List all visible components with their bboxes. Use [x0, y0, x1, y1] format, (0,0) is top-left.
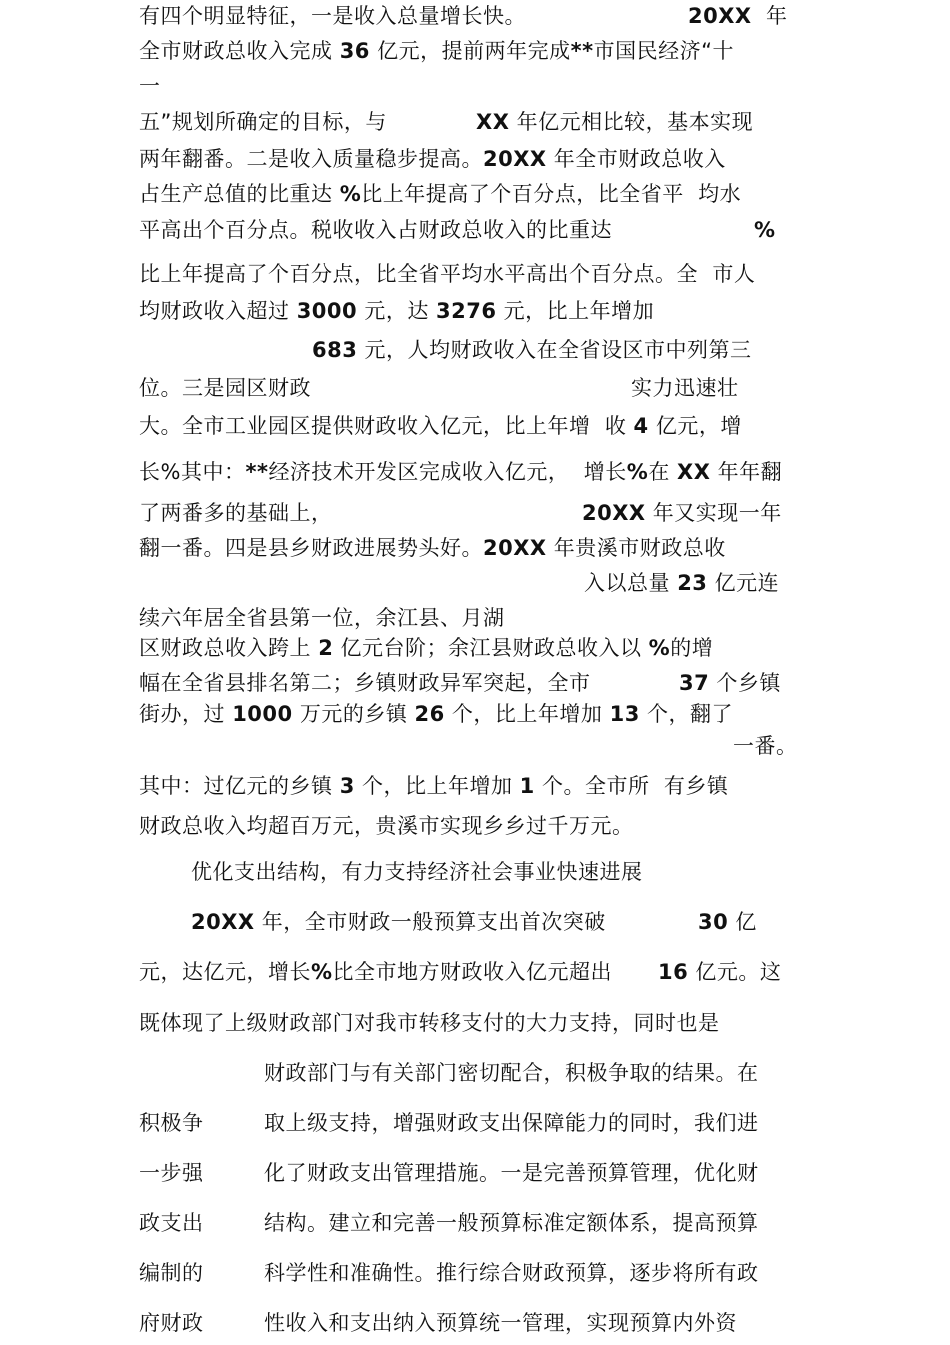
text-line	[139, 812, 634, 840]
text-run: 有四个明显特征，一是收入总量增长快。	[139, 4, 526, 28]
bold-text-run: %	[648, 636, 671, 660]
text-line	[139, 297, 654, 325]
bold-text-run: 1	[519, 774, 535, 798]
bold-text-run: **	[245, 460, 269, 484]
text-run: 的增	[670, 636, 714, 660]
text-run: 比上年提高了个百分点，比全省平均水平高出个百分点。全 市人	[139, 262, 756, 286]
text-run: 年又实现一年	[645, 501, 782, 525]
text-run: 在	[648, 460, 678, 484]
text-run: 结构。建立和完善一般预算标准定额体系，提高预算	[264, 1211, 759, 1235]
text-line	[312, 336, 752, 364]
text-run: 元，人均财政收入在全省设区市中列第三	[357, 338, 752, 362]
text-run: 个，比上年增加	[354, 774, 520, 798]
text-run: 化了财政支出管理措施。一是完善预算管理，优化财	[264, 1161, 759, 1185]
text-line	[139, 499, 333, 527]
text-run: 性收入和支出纳入预算统一管理，实现预算内外资	[264, 1311, 737, 1335]
text-line	[139, 1009, 720, 1037]
text-line	[733, 732, 798, 760]
bold-text-run: 20XX	[483, 536, 547, 560]
text-run: 亿元，提前两年完成	[369, 39, 571, 63]
text-run: 年年翻	[710, 460, 783, 484]
text-line	[139, 669, 591, 697]
text-run: 个乡镇	[709, 671, 781, 695]
text-run: 长%其中：	[139, 460, 246, 484]
text-run: 亿元台阶；余江县财政总收入以	[333, 636, 649, 660]
text-line	[139, 72, 161, 100]
text-run: 区财政总收入跨上	[139, 636, 319, 660]
bold-text-run: **	[570, 39, 594, 63]
text-run: 了两番多的基础上，	[139, 501, 333, 525]
bold-text-run: 16	[658, 960, 689, 984]
bold-text-run: 20XX	[191, 910, 255, 934]
text-line	[139, 958, 612, 986]
text-run: 位。三是园区财政	[139, 376, 311, 400]
bold-text-run: 1000	[232, 702, 293, 726]
text-run: 政支出	[139, 1211, 204, 1235]
text-line	[139, 216, 612, 244]
text-run: 个，比上年增加	[444, 702, 610, 726]
bold-text-run: %	[339, 182, 362, 206]
text-line	[264, 1109, 759, 1137]
text-run: 元，比上年增加	[496, 299, 655, 323]
bold-text-run: %	[311, 960, 333, 984]
text-line	[139, 374, 311, 402]
text-line	[139, 534, 726, 562]
text-run: 取上级支持，增强财政支出保障能力的同时，我们进	[264, 1111, 759, 1135]
text-run: 元，达	[357, 299, 436, 323]
text-run: 两年翻番。二是收入质量稳步提高。	[139, 147, 483, 171]
bold-text-run: 3000	[296, 299, 358, 323]
text-line	[139, 412, 742, 440]
bold-text-run: XX	[677, 460, 711, 484]
text-line	[264, 1309, 737, 1337]
text-line	[139, 772, 728, 800]
text-line	[584, 569, 779, 597]
bold-text-run: %	[626, 460, 649, 484]
text-run: 亿元，增	[648, 414, 742, 438]
bold-text-run: 36	[339, 39, 370, 63]
text-run: 均财政收入超过	[139, 299, 297, 323]
text-line	[191, 858, 643, 886]
text-run: 编制的	[139, 1261, 204, 1285]
bold-text-run: %	[754, 218, 776, 242]
text-line	[688, 2, 787, 30]
text-run: 平高出个百分点。税收收入占财政总收入的比重达	[139, 218, 612, 242]
bold-text-run: 13	[609, 702, 640, 726]
text-run: 续六年居全省县第一位，余江县、月湖	[139, 606, 505, 630]
text-run: 财政总收入均超百万元，贵溪市实现乡乡过千万元。	[139, 814, 634, 838]
text-run: 亿元连	[707, 571, 780, 595]
bold-text-run: 3	[339, 774, 355, 798]
text-run: 万元的乡镇	[292, 702, 415, 726]
text-run: 财政部门与有关部门密切配合，积极争取的结果。在	[264, 1061, 759, 1085]
text-run: 年，全市财政一般预算支出首次突破	[254, 910, 606, 934]
text-run: 五”规划所确定的目标，与	[139, 110, 387, 134]
text-run: 既体现了上级财政部门对我市转移支付的大力支持，同时也是	[139, 1011, 720, 1035]
text-run: 经济技术开发区完成收入亿元， 增长	[268, 460, 627, 484]
text-run: 入以总量	[584, 571, 678, 595]
text-run: 个。全市所 有乡镇	[534, 774, 729, 798]
text-line	[476, 108, 753, 136]
text-line	[139, 37, 734, 65]
text-run: 科学性和准确性。推行综合财政预算，逐步将所有政	[264, 1261, 759, 1285]
bold-text-run: 683	[312, 338, 358, 362]
text-line	[139, 2, 526, 30]
text-run: 一	[139, 74, 161, 98]
text-line	[139, 1259, 204, 1287]
text-line	[658, 958, 781, 986]
text-line	[139, 108, 387, 136]
text-line	[754, 216, 776, 244]
bold-text-run: 30	[698, 910, 729, 934]
text-run: 年贵溪市财政总收	[546, 536, 726, 560]
bold-text-run: XX	[476, 110, 510, 134]
text-run: 亿元。这	[688, 960, 782, 984]
text-line	[139, 1159, 204, 1187]
text-run: 一步强	[139, 1161, 204, 1185]
text-line	[139, 145, 726, 173]
bold-text-run: 26	[414, 702, 445, 726]
bold-text-run: 3276	[436, 299, 497, 323]
text-run: 积极争	[139, 1111, 204, 1135]
text-line	[139, 180, 741, 208]
bold-text-run: 2	[318, 636, 334, 660]
text-line	[679, 669, 781, 697]
text-run: 一番。	[733, 734, 798, 758]
text-run: 年全市财政总收入	[546, 147, 726, 171]
text-run: 实力迅速壮	[631, 376, 739, 400]
text-line	[139, 1309, 204, 1337]
bold-text-run: 37	[679, 671, 710, 695]
text-run: 大。全市工业园区提供财政收入亿元，比上年增 收	[139, 414, 634, 438]
text-run: 其中：过亿元的乡镇	[139, 774, 340, 798]
text-line	[139, 458, 782, 486]
text-line	[264, 1159, 759, 1187]
text-run: 街办，过	[139, 702, 233, 726]
text-run: 幅在全省县排名第二；乡镇财政异军突起，全市	[139, 671, 591, 695]
text-run: 年亿元相比较，基本实现	[509, 110, 754, 134]
text-run: 府财政	[139, 1311, 204, 1335]
bold-text-run: 20XX	[483, 147, 547, 171]
text-line	[698, 908, 757, 936]
text-line	[139, 1109, 204, 1137]
text-run: 优化支出结构，有力支持经济社会事业快速进展	[191, 860, 643, 884]
text-line	[631, 374, 739, 402]
text-line	[139, 700, 733, 728]
text-line	[139, 604, 505, 632]
text-run: 亿	[728, 910, 757, 934]
text-run: 翻一番。四是县乡财政进展势头好。	[139, 536, 483, 560]
text-run: 占生产总值的比重达	[139, 182, 340, 206]
text-line	[264, 1059, 759, 1087]
text-line	[139, 634, 713, 662]
text-line	[139, 260, 755, 288]
bold-text-run: 23	[677, 571, 708, 595]
text-run: 全市财政总收入完成	[139, 39, 340, 63]
text-line	[264, 1259, 759, 1287]
text-run: 个，翻了	[639, 702, 734, 726]
text-run: 比全市地方财政收入亿元超出	[332, 960, 613, 984]
text-run: 元，达亿元，增长	[139, 960, 311, 984]
text-run: 市国民经济“十	[593, 39, 734, 63]
bold-text-run: 4	[633, 414, 649, 438]
text-run: 比上年提高了个百分点，比全省平 均水	[361, 182, 742, 206]
text-run: 年	[751, 4, 788, 28]
text-line	[264, 1209, 759, 1237]
text-line	[582, 499, 782, 527]
text-line	[191, 908, 606, 936]
bold-text-run: 20XX	[688, 4, 752, 28]
bold-text-run: 20XX	[582, 501, 646, 525]
text-line	[139, 1209, 204, 1237]
